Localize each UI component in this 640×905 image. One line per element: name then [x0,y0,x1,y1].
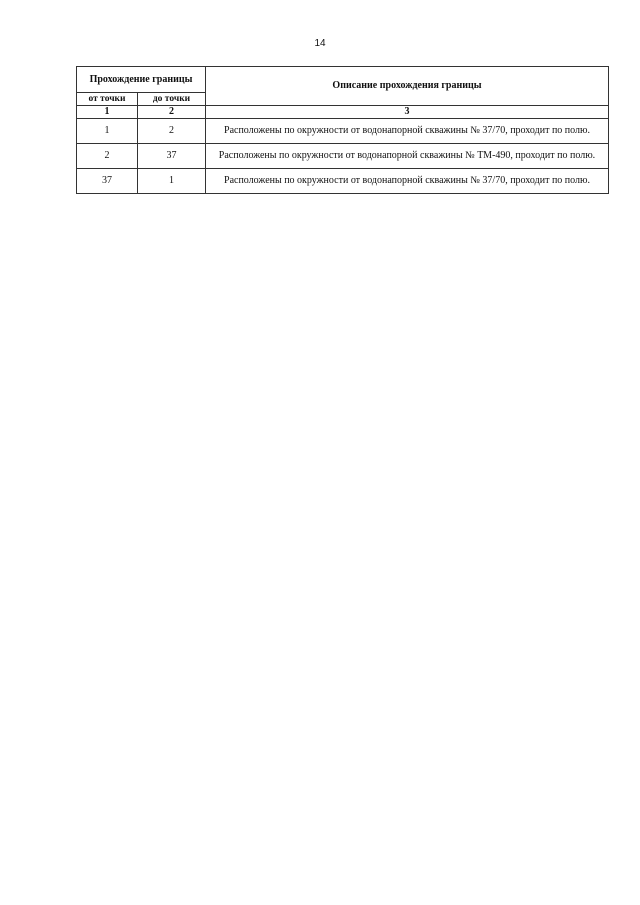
from-point-cell: 1 [77,119,138,144]
column-number-row [77,106,609,119]
to-point-cell: 37 [138,144,206,169]
column-number: 3 [206,106,609,119]
boundary-table [76,66,609,194]
description-cell: Расположены по окружности от водонапорной скважины № 37/70, проходит по полю. [206,119,609,144]
description-cell: Расположены по окружности от водонапорной скважины № ТМ-490, проходит по полю. [206,144,609,169]
table-row [77,144,609,169]
header-from-point: от точки [77,93,138,106]
table-row [77,119,609,144]
column-number: 1 [77,106,138,119]
column-number: 2 [138,106,206,119]
header-boundary-passage: Прохождение границы [77,67,206,93]
page-number: 14 [314,38,326,49]
description-cell: Расположены по окружности от водонапорной скважины № 37/70, проходит по полю. [206,169,609,194]
to-point-cell: 2 [138,119,206,144]
from-point-cell: 37 [77,169,138,194]
header-boundary-description: Описание прохождения границы [206,67,609,106]
to-point-cell: 1 [138,169,206,194]
header-to-point: до точки [138,93,206,106]
table-row [77,169,609,194]
from-point-cell: 2 [77,144,138,169]
